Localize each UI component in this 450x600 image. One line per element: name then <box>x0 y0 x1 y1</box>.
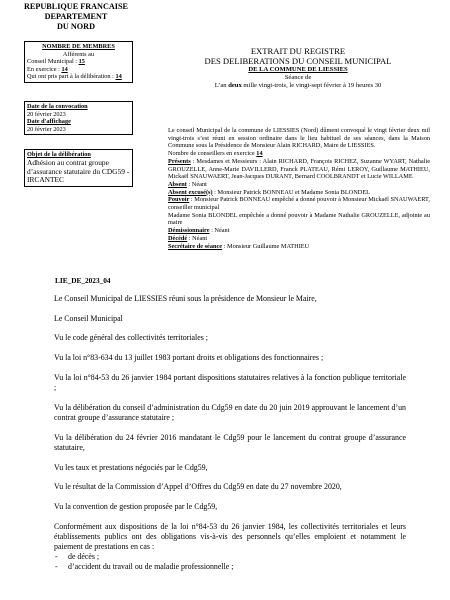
members-conseil <box>27 58 130 66</box>
extract-date <box>178 82 418 90</box>
convocation-value: 20 février 2023 <box>27 110 66 118</box>
session-nombre-value: 14 <box>256 150 263 158</box>
body-paragraph-7: Vu la délibération du 24 février 2016 mandatant le Cdg59 pour le lancement du contrat groupe d’assurance statutaire, <box>54 432 406 452</box>
members-box <box>24 41 133 83</box>
object-box <box>24 149 133 187</box>
body-paragraph-10: Vu la convention de gestion proposée par le Cdg59, <box>54 501 218 511</box>
members-conseil-label: Conseil Municipal : <box>27 58 79 66</box>
list-item: - d’accident du travail ou de maladie professionnelle ; <box>68 562 406 572</box>
session-secretaire <box>168 243 430 251</box>
affichage-label: Date d'affichage <box>27 118 71 126</box>
convocation-label: Date de la convocation <box>27 103 88 110</box>
body-paragraph-1: Le Conseil Municipal de LIESSIES réuni sous la présidence de Monsieur le Maire, <box>54 294 317 303</box>
members-participe-label: Qui ont pris part à la délibération : <box>27 73 116 81</box>
session-nombre-label: Nombre de conseillers en exercice <box>168 150 257 158</box>
header-line-departement: DEPARTEMENT <box>44 12 108 21</box>
session-absent <box>168 181 430 189</box>
session-demission-text: : Néant <box>209 227 230 235</box>
body-paragraph-11: Conformément aux dispositions de la loi n°84-53 du 26 janvier 1984, les collectivités territoriales et leurs établissements publics ont des obligations vis-à-vis des personnels qu’elles emploient et notamment le paiement de prestations en cas : <box>54 521 406 552</box>
body-list <box>54 552 406 572</box>
extract-date-bold: deux <box>228 82 242 89</box>
body-paragraph-9: Vu le résultat de la Commission d’Appel d’Offres du Cdg59 en date du 27 novembre 2020, <box>54 482 342 492</box>
header-republic <box>6 2 146 32</box>
body-paragraph-2: Le Conseil Municipal <box>54 313 123 323</box>
session-presents-text: : Mesdames et Messieurs : Alain RICHARD, François RICHEZ, Suzanne WYART, Nathalie GROUZELLE, Anne-Marie DAVILLERD, Franck PLATEAU, Rémi LEROY, Guillaume MATHIEU, Mickaël SNAUWAERT, Jean-Jacques DURANT, Bernard COOLBRANDT et Lucie WILLAME <box>168 157 430 181</box>
session-absent-text: : Néant <box>186 180 207 188</box>
session-secretaire-text: : Monsieur Guillaume MATHIEU <box>222 242 310 250</box>
body-paragraph-3: Vu le code général des collectivités territoriales ; <box>54 333 208 343</box>
members-exercice-label: En exercice : <box>27 65 62 73</box>
members-participe <box>27 73 130 81</box>
extract-seance: Séance de <box>284 74 312 81</box>
session-details <box>168 127 430 250</box>
extract-date-prefix: L’an <box>214 82 229 89</box>
members-participe-value: 14 <box>115 73 122 81</box>
body-paragraph-8: Vu les taux et prestations négociés par le Cdg59, <box>54 462 208 472</box>
members-exercice-value: 14 <box>61 65 68 73</box>
members-box-title: NOMBRE DE MEMBRES <box>42 43 115 50</box>
session-pouvoir-2: Madame Sonia BLONDEL empêchée a donné pouvoir à Madame Nathalie GROUZELLE, adjointe au maire <box>168 211 430 227</box>
session-pouvoir-label: Pouvoir <box>168 196 190 204</box>
session-absent-label: Absent <box>168 180 187 188</box>
body-paragraph-4: Vu la loi n°83-634 du 13 juillet 1983 portant droits et obligations des fonctionnaires ; <box>54 353 324 363</box>
list-item: - de décès ; <box>68 552 406 562</box>
extract-title-block <box>178 46 418 90</box>
session-decede-text: : Néant <box>187 234 208 242</box>
affichage-value: 20 février 2023 <box>27 125 66 133</box>
session-pouvoir <box>168 196 430 211</box>
header-line-nord: DU NORD <box>57 22 95 31</box>
session-excuses-text: : Monsieur Patrick BONNEAU et Madame Sonia BLONDEL <box>212 188 371 196</box>
session-secretaire-label: Secrétaire de séance <box>168 242 223 250</box>
session-demission <box>168 227 430 235</box>
members-afferents: Afférents au <box>62 50 95 58</box>
body-paragraph-6: Vu la délibération du conseil d’administration du Cdg59 en date du 20 juin 2019 approuvant le lancement d’un contrat groupe d’assurance statutaire ; <box>54 402 406 422</box>
session-nombre <box>168 150 430 158</box>
deliberation-body <box>54 294 406 573</box>
deliberation-reference: LIE_DE_2023_04 <box>55 276 111 285</box>
object-label: Objet de la délibération <box>27 151 91 158</box>
session-pouvoir-text-1: : Monsieur Patrick BONNEAU empêché a donné pouvoir à Monsieur Mickaël SNAUWAERT, conseiller municipal <box>168 196 431 212</box>
header-line-republique: REPUBLIQUE FRANCAISE <box>24 2 128 11</box>
session-intro: Le conseil Municipal de la commune de LIESSIES (Nord) dûment convoqué le vingt février deux mil vingt-trois s’est réuni en session ordinaire dans le lieu habituel de ses séances, dans la Maison Commune sous la Présidence de Monsieur Alain RICHARD, Maire de LIESSIES. <box>168 127 430 150</box>
session-presents-label: Présents <box>168 157 191 165</box>
session-decede <box>168 235 430 243</box>
session-excuses <box>168 189 430 197</box>
object-text: Adhésion au contrat groupe d’assurance statutaire du CDG59 - IRCANTEC <box>27 157 130 185</box>
body-paragraph-5: Vu la loi n°84-53 du 26 janvier 1984 portant dispositions statutaires relatives à la fonction publique territoriale ; <box>54 372 406 393</box>
session-excuses-label: Absent excusé(s) <box>168 188 213 196</box>
members-exercice <box>27 66 130 74</box>
extract-commune: DE LA COMMUNE DE LIESSIES <box>248 66 348 73</box>
session-demission-label: Démissionnaire <box>168 227 210 235</box>
extract-title-2: DES DELIBERATIONS DU CONSEIL MUNICIPAL <box>204 56 392 66</box>
extract-date-rest: mille vingt-trois, le vingt-sept février à 19 heures 30 <box>241 82 382 89</box>
members-conseil-value: 15 <box>78 58 85 66</box>
session-decede-label: Décédé <box>168 234 188 242</box>
extract-title-1: EXTRAIT DU REGISTRE <box>250 46 346 56</box>
dates-box <box>24 101 133 135</box>
session-presents <box>168 158 430 181</box>
